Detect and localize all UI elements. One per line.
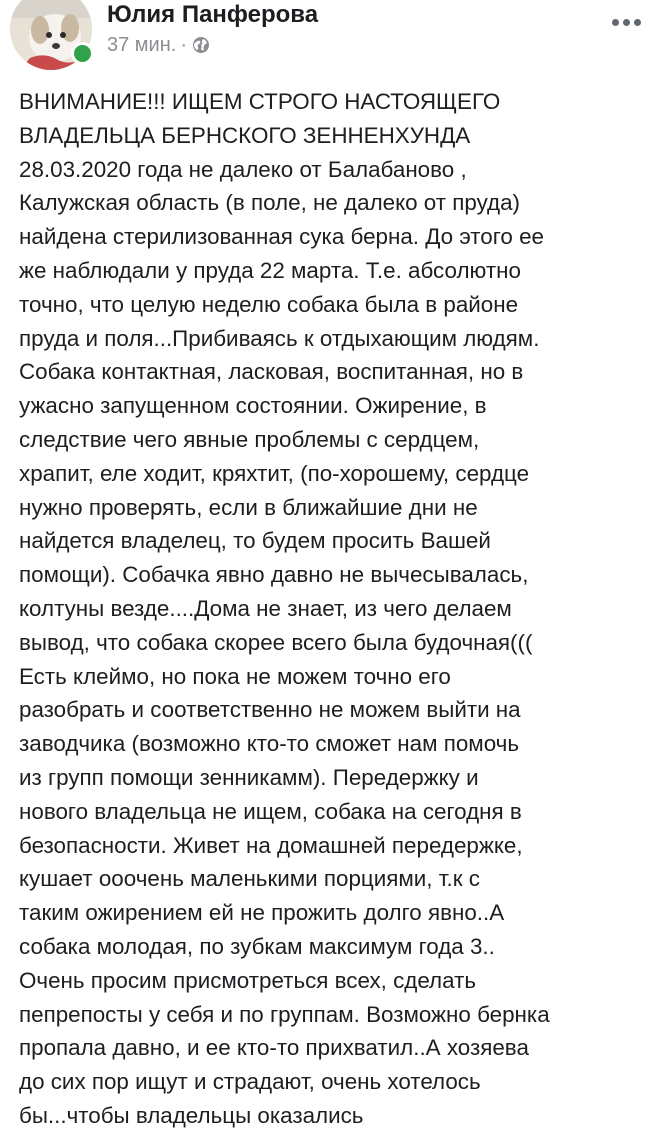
post-timestamp[interactable]: 37 мин. xyxy=(107,33,177,56)
meta-separator: · xyxy=(180,33,187,56)
post-meta xyxy=(107,32,210,58)
globe-icon xyxy=(192,36,210,54)
post-text: ВНИМАНИЕ!!! ИЩЕМ СТРОГО НАСТОЯЩЕГО ВЛАДЕЛЬЦА БЕРНСКОГО ЗЕННЕНХУНДА 28.03.2020 года не далеко от Балабаново , Калужская область (в поле, не далеко от пруда) найдена стерилизованная сука берна. До этого ее же наблюдали у пруда 22 марта. Т.е. абсолютно точно, что целую неделю собака была в районе пруда и поля...Прибиваясь к отдыхающим людям. Собака контактная, ласковая, воспитанная, но в ужасно запущенном состоянии. Ожирение, в следствие чего явные проблемы с сердцем, храпит, еле ходит, кряхтит, (по-хорошему, сердце нужно проверять, если в ближайшие дни не найдется владелец, то будем просить Вашей помощи). Собачка явно давно не вычесывалась, колтуны везде....Дома не знает, из чего делаем вывод, что собака скорее всего была будочная((( Есть клеймо, но пока не можем точно его разобрать и соответственно не можем выйти на заводчика (возможно кто-то сможет нам помочь из групп помощи зенникамм). Передержку и нового владельца не ищем, собака на сегодня в безопасности. Живет на домашней передержке, кушает ооочень маленькими порциями, т.к с таким ожирением ей не прожить долго явно..А собака молодая, по зубкам максимум года 3.. Очень просим присмотреться всех, сделать пепрепосты у себя и по группам. Возможно бернка пропала давно, и ее кто-то прихватил..А хозяева до сих пор ищут и страдают, очень хотелось бы...чтобы владельцы оказались xyxy=(19,89,550,1128)
more-options-button[interactable] xyxy=(608,10,644,34)
more-horizontal-icon xyxy=(612,19,641,26)
author-name[interactable]: Юлия Панферова xyxy=(107,1,319,28)
online-status-indicator xyxy=(71,42,94,65)
post-header xyxy=(0,0,658,70)
